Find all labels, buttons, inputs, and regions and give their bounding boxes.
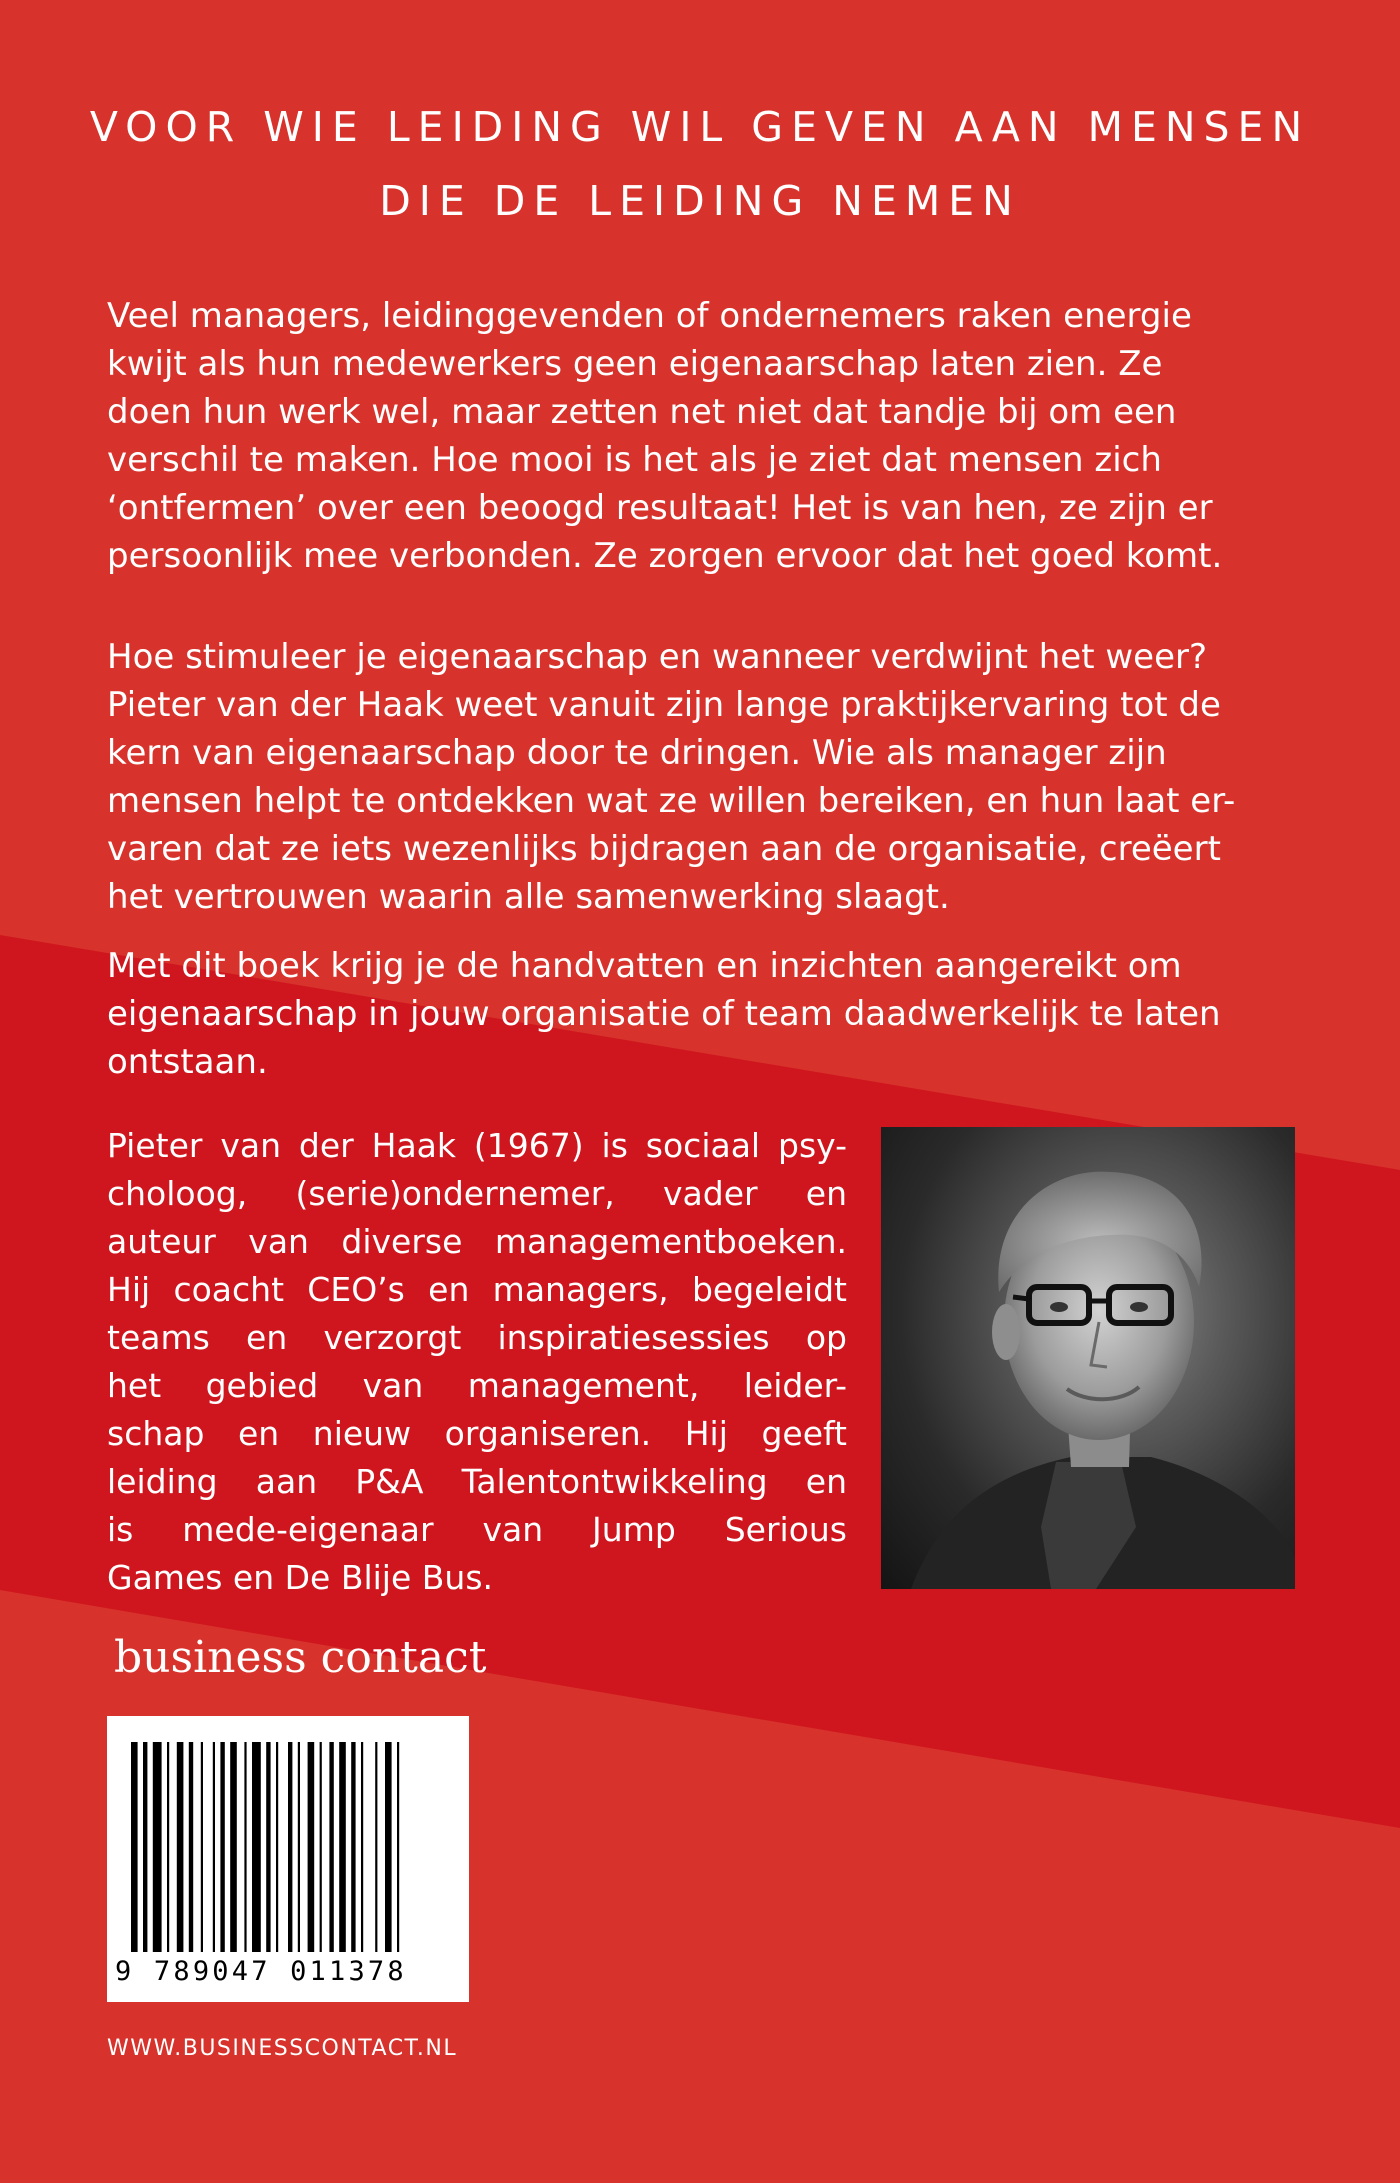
second-paragraph <box>107 633 1307 921</box>
barcode <box>107 1716 469 2002</box>
paragraph-line: eigenaarschap in jouw organisatie of team daadwerkelijk te laten <box>107 994 1221 1034</box>
barcode-bar <box>244 1742 246 1952</box>
paragraph-line: Met dit boek krijg je de handvatten en inzichten aangereikt om <box>107 946 1182 986</box>
barcode-bar <box>153 1742 162 1952</box>
paragraph-line: persoonlijk mee verbonden. Ze zorgen ervoor dat het goed komt. <box>107 536 1223 576</box>
paragraph-line: kern van eigenaarschap door te dringen. Wie als manager zijn <box>107 733 1167 773</box>
barcode-bar <box>167 1742 169 1952</box>
barcode-bar <box>131 1742 138 1952</box>
barcode-bar <box>252 1742 261 1952</box>
barcode-bar <box>201 1742 203 1952</box>
barcode-bar <box>361 1742 363 1952</box>
bio-line: leiding aan P&A Talentontwikkeling en <box>107 1462 847 1501</box>
barcode-bar <box>177 1742 184 1952</box>
paragraph-line: verschil te maken. Hoe mooi is het als je ziet dat mensen zich <box>107 440 1162 480</box>
bio-line: teams en verzorgt inspiratiesessies op <box>107 1318 847 1357</box>
paragraph-line: doen hun werk wel, maar zetten net niet dat tandje bij om een <box>107 392 1177 432</box>
paragraph-line: varen dat ze iets wezenlijks bijdragen aan de organisatie, creëert <box>107 829 1221 869</box>
headline-line: DIE DE LEIDING NEMEN <box>379 177 1021 225</box>
intro-paragraph <box>107 292 1307 580</box>
barcode-bar <box>298 1742 300 1952</box>
barcode-bar <box>213 1742 215 1952</box>
barcode-bar <box>220 1742 224 1952</box>
barcode-bar <box>230 1742 237 1952</box>
barcode-bar <box>320 1742 322 1952</box>
barcode-digits: 9 789047 011378 <box>115 1956 407 1987</box>
author-bio <box>107 1122 847 1602</box>
paragraph-line: mensen helpt te ontdekken wat ze willen bereiken, en hun laat er- <box>107 781 1236 821</box>
barcode-bar <box>385 1742 392 1952</box>
barcode-bar <box>375 1742 377 1952</box>
bio-line: Hij coacht CEO’s en managers, begeleidt <box>107 1270 847 1309</box>
publisher-logo: business contact <box>114 1632 487 1683</box>
paragraph-line: ‘ontfermen’ over een beoogd resultaat! Het is van hen, ze zijn er <box>107 488 1213 528</box>
barcode-bar <box>329 1742 333 1952</box>
barcode-bar <box>189 1742 193 1952</box>
barcode-bar <box>276 1742 278 1952</box>
barcode-bar <box>351 1742 355 1952</box>
website-url: WWW.BUSINESSCONTACT.NL <box>107 2036 458 2061</box>
headline-line: VOOR WIE LEIDING WIL GEVEN AAN MENSEN <box>89 103 1311 151</box>
author-portrait-photo <box>881 1127 1295 1589</box>
headline <box>60 90 1340 238</box>
paragraph-line: Veel managers, leidinggevenden of ondernemers raken energie <box>107 296 1192 336</box>
bio-line: het gebied van management, leider- <box>107 1366 847 1405</box>
paragraph-line: Pieter van der Haak weet vanuit zijn lange praktijkervaring tot de <box>107 685 1221 725</box>
bio-line: choloog, (serie)ondernemer, vader en <box>107 1174 847 1213</box>
bio-line: is mede-eigenaar van Jump Serious <box>107 1510 847 1549</box>
bio-line: schap en nieuw organiseren. Hij geeft <box>107 1414 847 1453</box>
paragraph-line: het vertrouwen waarin alle samenwerking slaagt. <box>107 877 950 917</box>
barcode-bar <box>397 1742 399 1952</box>
barcode-bar <box>266 1742 270 1952</box>
author-portrait-icon <box>881 1127 1295 1589</box>
third-paragraph <box>107 942 1307 1086</box>
bio-line: Pieter van der Haak (1967) is sociaal psy- <box>107 1126 847 1165</box>
paragraph-line: kwijt als hun medewerkers geen eigenaarschap laten zien. Ze <box>107 344 1163 384</box>
paragraph-line: Hoe stimuleer je eigenaarschap en wanneer verdwijnt het weer? <box>107 637 1208 677</box>
barcode-bar <box>143 1742 147 1952</box>
barcode-bar <box>288 1742 292 1952</box>
barcode-bar <box>308 1742 315 1952</box>
bio-line: Games en De Blije Bus. <box>107 1558 494 1597</box>
bio-line: auteur van diverse managementboeken. <box>107 1222 847 1261</box>
paragraph-line: ontstaan. <box>107 1042 268 1082</box>
barcode-bar <box>339 1742 346 1952</box>
